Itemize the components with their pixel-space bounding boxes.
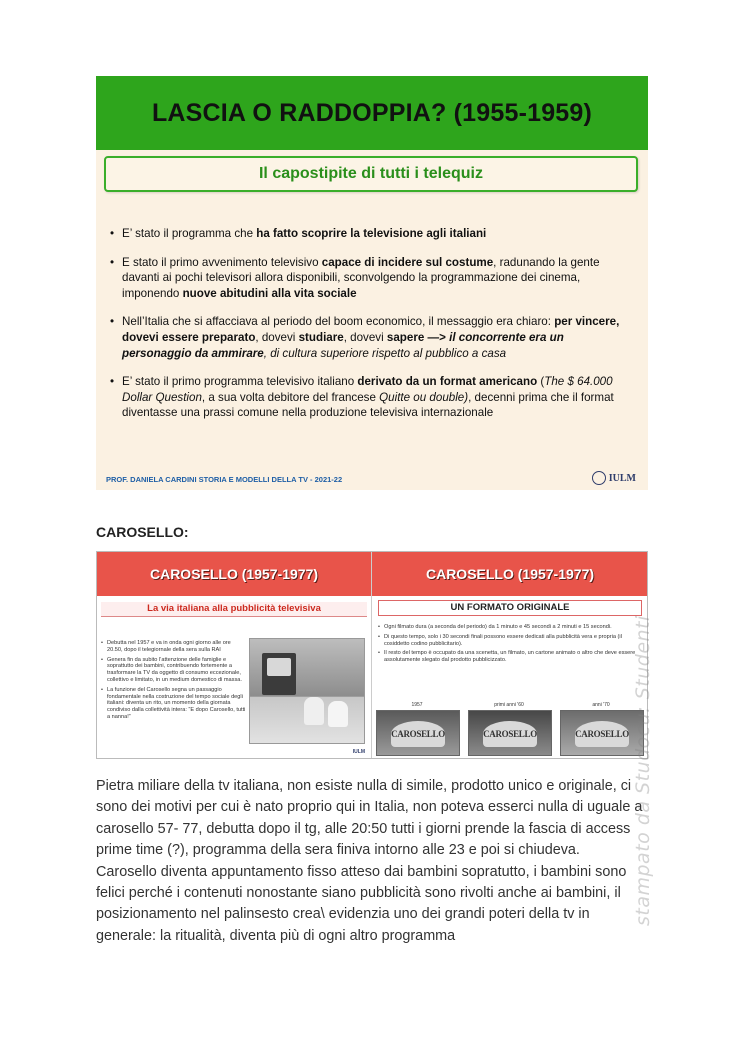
bullet-item: • La funzione del Carosello segna un passaggio fondamentale nella costruzione del tempo sociale degli italiani: diventa un rito, un momento della giornata condiviso dalla collettività intera: “E dopo Carosello, tutti a nanna!” — [101, 687, 247, 721]
slide-lascia-o-raddoppia — [96, 76, 648, 490]
thumbnail-caption: 1957 — [411, 702, 423, 708]
thumbnail-caption: primi anni '60 — [494, 702, 524, 708]
child-figure — [304, 697, 324, 725]
bullet-item: • Debutta nel 1957 e va in onda ogni giorno alle ore 20.50, dopo il telegiornale della sera sulla RAI — [101, 640, 247, 654]
bullet-text: Nell’Italia che si affacciava al periodo del boom economico, il messaggio era chiaro: — [122, 315, 555, 329]
carosello-thumbnail — [376, 710, 460, 756]
bullet-text: E stato il primo avvenimento televisivo — [122, 255, 322, 269]
bullet-item: • Genera fin da subito l’attenzione delle famiglie e soprattutto dei bambini, contribuendo fortemente a trasformare la TV da oggetto di consumo eccezionale, collettivo e limitato, in un medium domestico di massa. — [101, 657, 247, 684]
bullet-item — [110, 374, 630, 421]
bullet-text: , a sua volta debitore del francese — [201, 390, 380, 404]
thumbnail-caption: anni '70 — [592, 702, 610, 708]
slide-subtitle: Il capostipite di tutti i telequiz — [258, 165, 483, 182]
bullet-text: E’ stato il primo programma televisivo italiano — [122, 375, 358, 389]
iulm-logo — [592, 471, 636, 485]
bullet-item: • Di questo tempo, solo i 30 secondi finali possono essere dedicati alla pubblicità vera e propria (il cosiddetto codino pubblicitario). — [378, 634, 638, 648]
thumbnail-label: CAROSELLO — [391, 721, 445, 747]
bullet-text: studiare — [298, 330, 344, 344]
slide-title: CAROSELLO (1957-1977) — [425, 566, 595, 582]
notes-paragraph: Pietra miliare della tv italiana, non esiste nulla di simile, prodotto unico e originale, ci sono dei motivi per cui è nato proprio qui in Italia, non poteva esserci nulla di uguale a carosello 57- 77, debutta dopo il tg, alle 20:50 tutti i giorni prende la fascia di access prime time (?), programma della sera finiva intorno alle 23 e poi si chiudeva. Carosello diventa appuntamento fisso atteso dai bambini sopratutto, i bambini sono felici perché i contenuti nonostante siano pubblicità sono rivolti anche ai bambini, il posizionamento nel palinsesto crea\ evidenzia uno dei grandi poteri della tv in generale: la ritualità, diventa più di ogni altro programma — [96, 778, 643, 944]
bullet-list — [110, 226, 630, 434]
child-figure — [328, 701, 348, 727]
bullet-item: • Il resto del tempo è occupato da una scenetta, un filmato, un cartone animato o altro che deve essere assolutamente slegato dal prodotto pubblicizzato. — [378, 650, 638, 664]
bullet-text: nuove abitudini alla vita sociale — [182, 286, 357, 300]
tv-photo — [249, 638, 365, 744]
section-heading: CAROSELLO: — [96, 524, 189, 540]
slide-header — [96, 76, 648, 150]
watermark — [628, 540, 658, 930]
bullet-text: derivato da un format americano — [357, 375, 538, 389]
slide-title: LASCIA O RADDOPPIA? (1955-1959) — [151, 98, 593, 127]
logo-text: IULM — [608, 472, 636, 484]
bullet-item — [110, 255, 630, 302]
bullet-text: per vincere, dovevi essere preparato — [122, 315, 620, 344]
slide-carosello — [96, 551, 648, 759]
slide-subtitle: La via italiana alla pubblicità televisiva — [101, 602, 367, 617]
watermark-text: stampato da Studocu: Studenti — [632, 615, 654, 926]
slide-carosello-left — [97, 552, 372, 758]
slide-header — [97, 552, 371, 596]
bullet-item — [110, 226, 630, 242]
bullet-text: , decenni prima che il format diventasse una prassi comune nella produzione televisiva internazionale — [122, 390, 614, 420]
bullet-list — [378, 624, 638, 667]
bullet-text: , dovevi — [343, 330, 387, 344]
slide-title: CAROSELLO (1957-1977) — [149, 566, 319, 582]
bullet-text: , radunando la gente davanti ai pochi televisori allora disponibili, sconvolgendo la programmazione dei cinema, imponendo — [122, 255, 600, 300]
thumbnail-label: CAROSELLO — [575, 721, 629, 747]
slide-subtitle: UN FORMATO ORIGINALE — [378, 600, 642, 616]
seal-icon — [592, 471, 606, 485]
bullet-text: The $ 64.000 Dollar Question — [122, 375, 613, 404]
bullet-text: sapere —> — [386, 330, 450, 344]
bullet-item — [110, 314, 630, 361]
carosello-thumbnail — [468, 710, 552, 756]
bullet-text: Quitte ou double) — [379, 390, 469, 404]
iulm-logo: IULM — [352, 749, 365, 755]
bullet-text: , dovevi — [255, 330, 299, 344]
bullet-text: ( — [537, 375, 545, 389]
slide-footer: PROF. DANIELA CARDINI STORIA E MODELLI DELLA TV - 2021-22 — [106, 475, 343, 484]
bullet-text: il concorrente era un personaggio da ammirare — [122, 330, 564, 360]
thumbnail-label: CAROSELLO — [483, 721, 537, 747]
bullet-text: ha fatto scoprire la televisione agli italiani — [256, 227, 487, 240]
bullet-text: capace di incidere sul costume — [321, 255, 494, 269]
bullet-text: E’ stato il programma che — [122, 227, 257, 240]
slide-header — [372, 552, 648, 596]
slide-carosello-right — [372, 552, 648, 758]
bullet-list — [101, 640, 247, 724]
subtitle-box — [104, 156, 638, 192]
thumbnail-row — [376, 702, 644, 756]
television-icon — [262, 653, 296, 695]
bullet-item: • Ogni filmato dura (a seconda del periodo) da 1 minuto e 45 secondi a 2 minuti e 15 secondi. — [378, 624, 638, 631]
bullet-text: , di cultura superiore rispetto al pubblico a casa — [263, 346, 507, 360]
